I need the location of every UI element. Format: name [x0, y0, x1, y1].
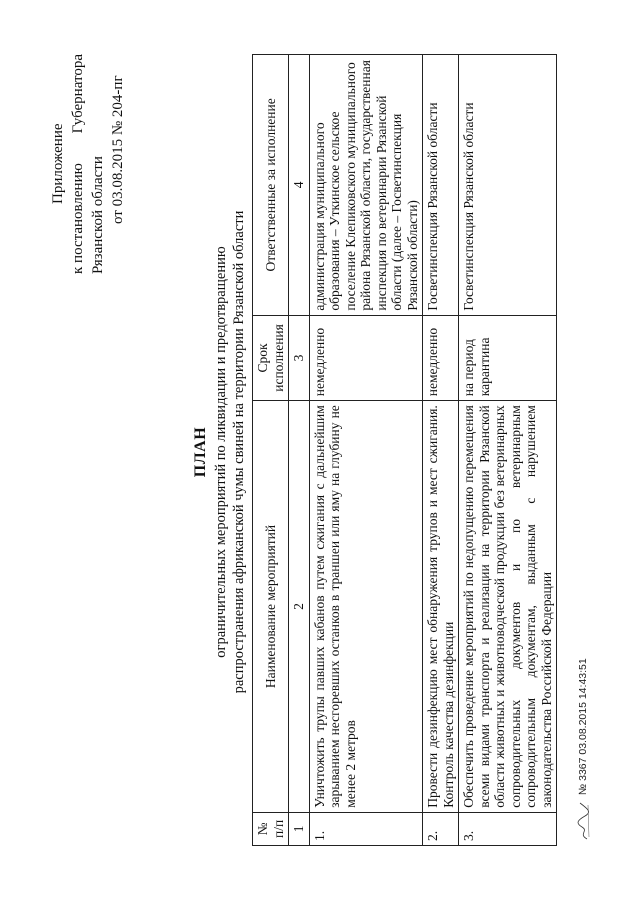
row-responsible: Госветинспекция Рязанской области	[423, 55, 459, 316]
row-term: немедленно	[309, 315, 423, 401]
header-name: Наименование мероприятий	[253, 401, 289, 813]
row-term: немедленно	[423, 315, 459, 401]
header-term: Срок исполнения	[253, 315, 289, 401]
appendix-line2-left: к постановлению	[70, 163, 86, 274]
table-row	[459, 55, 557, 846]
row-name: Уничтожить трупы павших кабанов путем сжигания с дальнейшим зарыванием несгоревших останков в траншеи или яму на глубину не менее 2 метров	[309, 401, 423, 813]
index-cell: 3	[289, 315, 310, 401]
document-page	[40, 42, 600, 862]
index-cell: 2	[289, 401, 310, 813]
registration-stamp	[576, 658, 590, 840]
row-name: Обеспечить проведение мероприятий по недопущению перемещения всеми видами транспорта и реализации на территории Рязанской области животных и животноводческой продукции без ветеринарных сопроводительных документов и по ветеринарным сопроводительным документам, выданным с нарушением законодательства Российской Федерации	[459, 401, 557, 813]
plan-table	[252, 54, 557, 846]
header-num: № п/п	[253, 812, 289, 845]
table-row	[423, 55, 459, 846]
row-num: 2.	[423, 812, 459, 845]
table-index-row	[289, 55, 310, 846]
row-name: Провести дезинфекцию мест обнаружения трупов и мест сжигания. Контроль качества дезинфекции	[423, 401, 459, 813]
appendix-block	[48, 54, 128, 274]
appendix-line3: Рязанской области	[90, 156, 106, 274]
row-responsible: администрация муниципального образования – Уткинское сельское поселение Клепиковского муниципального района Рязанской области, государственная инспекция по ветеринарии Рязанской области (далее – Госветинспекция Рязанской области)	[309, 55, 423, 316]
index-cell: 4	[289, 55, 310, 316]
plan-title: ПЛАН	[192, 426, 209, 478]
plan-subtitle: ограничительных мероприятий по ликвидации и предотвращению распространения африканской чумы свиней на территории Рязанской области	[213, 210, 247, 694]
table-header-row	[253, 55, 289, 846]
appendix-line2-right: Губернатора	[70, 54, 86, 134]
signature-scribble-icon	[576, 802, 590, 840]
appendix-title: Приложение	[50, 123, 66, 204]
row-num: 1.	[309, 812, 423, 845]
row-term: на период карантина	[459, 315, 557, 401]
table-row	[309, 55, 423, 846]
header-responsible: Ответственные за исполнение	[253, 55, 289, 316]
appendix-line	[68, 54, 88, 274]
row-responsible: Госветинспекция Рязанской области	[459, 55, 557, 316]
row-num: 3.	[459, 812, 557, 845]
stamp-text: № 3367 03.08.2015 14:43:51	[576, 658, 589, 796]
index-cell: 1	[289, 812, 310, 845]
appendix-date: от 03.08.2015 № 204-пг	[110, 75, 126, 224]
